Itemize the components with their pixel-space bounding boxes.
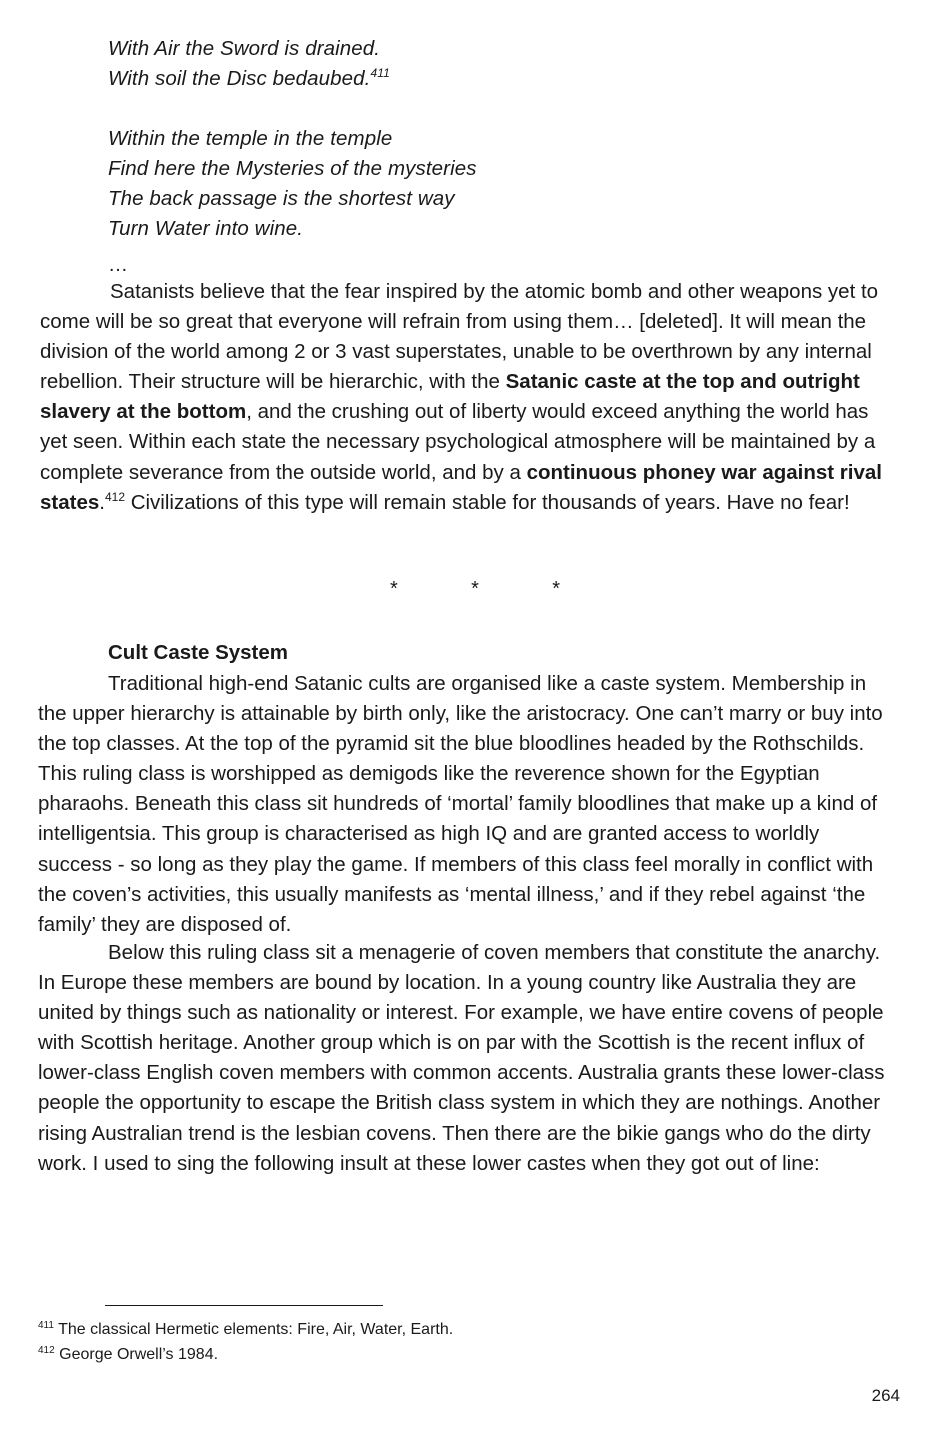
verse-stanza-bottom [108, 124, 477, 244]
body-paragraph: Satanists believe that the fear inspired by the atomic bomb and other weapons yet to come will be so great that everyone will refrain from using them… [deleted]. It will mean the division of the world among 2 or 3 vast superstates, unable to be overthrown by any internal rebellion. Their structure will be hierarchic, with the Satanic caste at the top and outright slavery at the bottom, and the crushing out of liberty would exceed anything the world has yet seen. Within each state the necessary psychological atmosphere will be maintained by a complete severance from the outside world, and by a continuous phoney war against rival states.$^{412}$ Civilizations of this type will remain stable for thousands of years. Have no fear! [40, 280, 882, 514]
footnote [38, 1344, 218, 1366]
verse-line: Turn Water into wine. [108, 217, 304, 240]
verse-stanza-top [108, 34, 390, 94]
verse-line: With soil the Disc bedaubed.$^{411}$ [108, 66, 390, 90]
footnote-text: The classical Hermetic elements: Fire, Air, Water, Earth. [53, 1321, 454, 1338]
footnote-separator [105, 1305, 383, 1306]
footnote-ref-412[interactable]: 412 [104, 489, 125, 504]
section-divider [390, 574, 560, 604]
divider-asterisk: * [471, 578, 479, 600]
footnote-text: George Orwell’s 1984. [54, 1346, 219, 1363]
divider-asterisk: * [390, 578, 398, 600]
body-paragraph: Traditional high-end Satanic cults are organised like a caste system. Membership in the upper hierarchy is attainable by birth only, like the aristocracy. One can’t marry or buy into the top classes. At the top of the pyramid sit the blue bloodlines headed by the Rothschilds. This ruling class is worshipped as demigods like the reverence shown for the Egyptian pharaohs. Beneath this class sit hundreds of ‘mortal’ family bloodlines that make up a kind of intelligentsia. This group is characterised as high IQ and are granted access to worldly success - so long as they play the game. If members of this class feel morally in conflict with the coven’s activities, this usually manifests as ‘mental illness,’ and if they rebel against ‘the family’ they are disposed of. [38, 672, 883, 936]
bold-emphasis: Satanic caste at the top and outright slavery at the bottom [40, 370, 860, 424]
footnote-ref-411[interactable]: 411 [370, 66, 390, 80]
footnote-number: 412 [38, 1345, 55, 1356]
section-heading: Cult Caste System [108, 641, 289, 664]
verse-line: Find here the Mysteries of the mysteries [108, 157, 477, 180]
footnote [38, 1319, 453, 1341]
bold-emphasis: continuous phoney war against rival states [40, 460, 882, 514]
divider-asterisk: * [552, 578, 560, 600]
verse-line: Within the temple in the temple [108, 127, 393, 150]
footnote-number: 411 [38, 1320, 54, 1331]
verse-line: With Air the Sword is drained. [108, 37, 381, 60]
verse-ellipsis: … [108, 254, 128, 276]
verse-line: The back passage is the shortest way [108, 187, 455, 210]
body-paragraph: Below this ruling class sit a menagerie of coven members that constitute the anarchy. In Europe these members are bound by location. In a young country like Australia they are united by things such as nationality or interest. For example, we have entire covens of people with Scottish heritage. Another group which is on par with the Scottish is the recent influx of lower-class English coven members with common accents. Australia grants these lower-class people the opportunity to escape the British class system in which they are nothings. Another rising Australian trend is the lesbian covens. Then there are the bikie gangs who do the dirty work. I used to sing the following insult at these lower castes when they got out of line: [38, 941, 885, 1175]
page-number: 264 [871, 1386, 900, 1405]
